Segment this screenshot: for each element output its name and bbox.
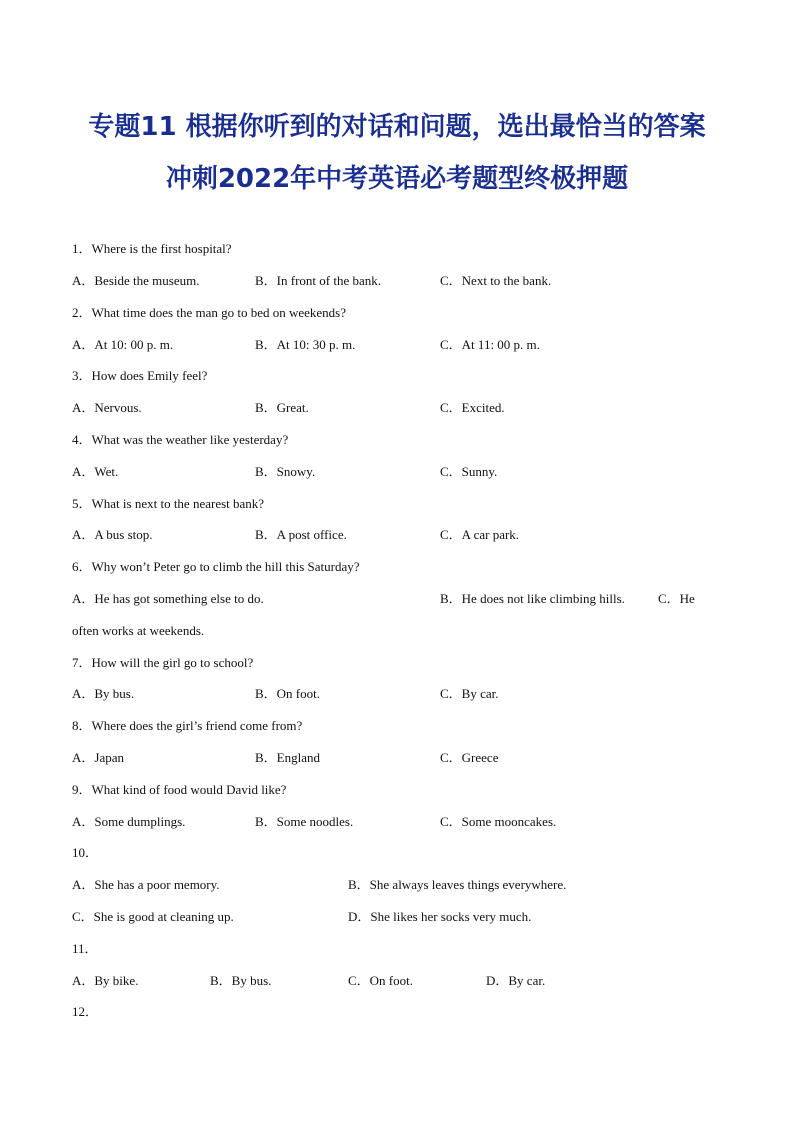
q9-option-c: C．Some mooncakes. (440, 814, 557, 829)
q3-option-c: C．Excited. (440, 400, 505, 415)
question-3: 3．How does Emily feel? (72, 368, 208, 383)
q1-option-a: A．Beside the museum. (72, 273, 200, 288)
q7-option-c: C．By car. (440, 686, 499, 701)
q6-option-a: A．He has got something else to do. (72, 591, 264, 606)
q8-option-b: B．England (255, 750, 320, 765)
q4-option-a: A．Wet. (72, 464, 119, 479)
q11-option-a: A．By bike. (72, 973, 139, 988)
q11-option-b: B．By bus. (210, 973, 272, 988)
q3-option-a: A．Nervous. (72, 400, 142, 415)
q10-option-d: D．She likes her socks very much. (348, 909, 532, 924)
question-6: 6．Why won’t Peter go to climb the hill this Saturday? (72, 559, 360, 574)
q11-option-c: C．On foot. (348, 973, 414, 988)
question-7: 7．How will the girl go to school? (72, 655, 254, 670)
q6-option-b: B．He does not like climbing hills. (440, 591, 625, 606)
title-line-1: 专题11 根据你听到的对话和问题，选出最恰当的答案 (88, 112, 706, 142)
q5-option-c: C．A car park. (440, 527, 520, 542)
q10-option-c: C．She is good at cleaning up. (72, 909, 234, 924)
question-2: 2．What time does the man go to bed on weekends? (72, 305, 347, 320)
question-1: 1．Where is the first hospital? (72, 241, 232, 256)
q2-option-a: A．At 10: 00 p. m. (72, 337, 174, 352)
question-12: 12． (72, 1004, 99, 1019)
question-8: 8．Where does the girl’s friend come from? (72, 718, 303, 733)
q5-option-a: A．A bus stop. (72, 527, 153, 542)
title-line-2: 冲刺2022年中考英语必考题型终极押题 (165, 164, 629, 194)
q9-option-a: A．Some dumplings. (72, 814, 186, 829)
q1-option-c: C．Next to the bank. (440, 273, 552, 288)
q2-option-c: C．At 11: 00 p. m. (440, 337, 540, 352)
q4-option-c: C．Sunny. (440, 464, 498, 479)
question-4: 4．What was the weather like yesterday? (72, 432, 289, 447)
q6-option-c-continued: often works at weekends. (72, 623, 205, 638)
question-10: 10． (72, 845, 99, 860)
q9-option-b: B．Some noodles. (255, 814, 354, 829)
q6-option-c: C．He (658, 591, 695, 606)
q3-option-b: B．Great. (255, 400, 309, 415)
q2-option-b: B．At 10: 30 p. m. (255, 337, 356, 352)
question-11: 11． (72, 941, 98, 956)
q8-option-c: C．Greece (440, 750, 499, 765)
question-5: 5．What is next to the nearest bank? (72, 496, 265, 511)
q7-option-a: A．By bus. (72, 686, 135, 701)
q5-option-b: B．A post office. (255, 527, 347, 542)
q4-option-b: B．Snowy. (255, 464, 316, 479)
question-9: 9．What kind of food would David like? (72, 782, 287, 797)
q1-option-b: B．In front of the bank. (255, 273, 382, 288)
q8-option-a: A．Japan (72, 750, 124, 765)
q7-option-b: B．On foot. (255, 686, 321, 701)
q11-option-d: D．By car. (486, 973, 546, 988)
q10-option-a: A．She has a poor memory. (72, 877, 220, 892)
q10-option-b: B．She always leaves things everywhere. (348, 877, 567, 892)
